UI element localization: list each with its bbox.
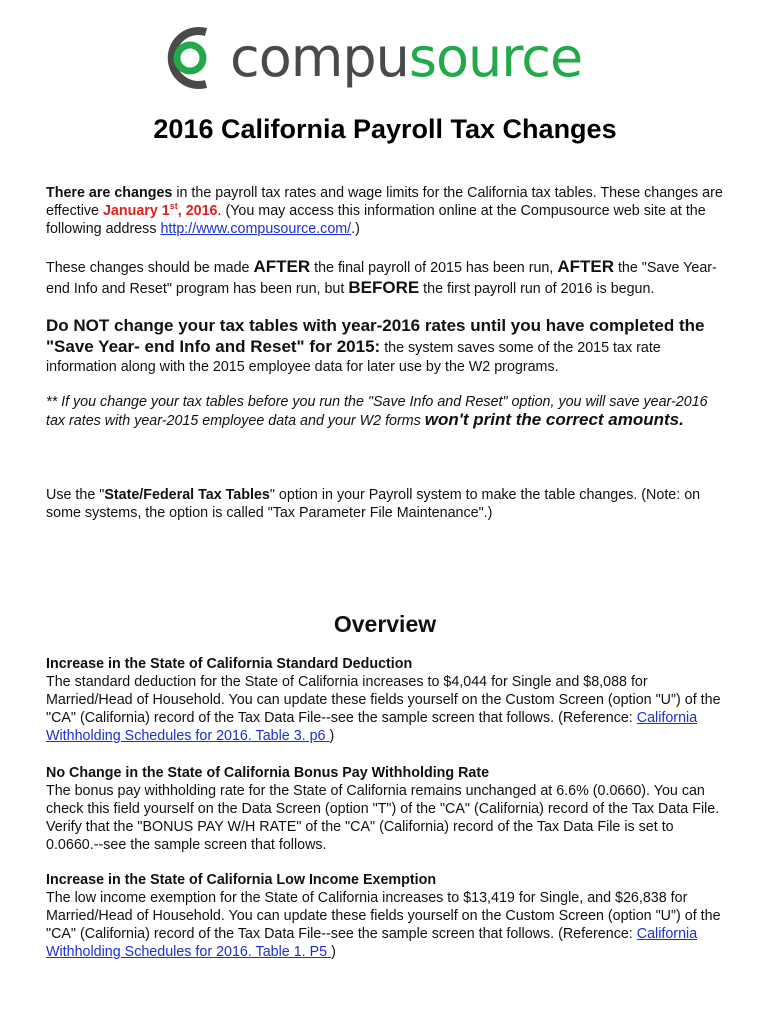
note-emphasis: won't print the correct amounts. xyxy=(424,410,684,429)
intro-text-2: . (You may access this information online at the Compusource web site at the following address xyxy=(46,203,706,237)
after-emphasis-1: AFTER xyxy=(253,257,311,276)
warning-text: the system saves some of the 2015 tax rate information along with the 2015 employee data for later use by the W2 programs. xyxy=(46,340,661,375)
overview-heading: Overview xyxy=(333,611,437,637)
section-title: Increase in the State of California Standard Deduction xyxy=(46,656,413,672)
note-paragraph: ** If you change your tax tables before you run the "Save Info and Reset" option, you will save year-2016 tax rates with year-2015 employee data and your W2 forms won't print the correct amounts. xyxy=(46,394,708,429)
intro-paragraph: There are changes in the payroll tax rates and wage limits for the California tax tables. These changes are effective January 1st, 2016. (You may access this information online at the Compusource web site at the following address http://www.compusource.com/.) xyxy=(46,185,723,237)
section-title: Increase in the State of California Low Income Exemption xyxy=(46,872,437,888)
timing-paragraph: These changes should be made AFTER the final payroll of 2015 has been run, AFTER the "Save Year-end Info and Reset" program has been run, but BEFORE the first payroll run of 2016 is begun. xyxy=(46,257,717,297)
compusource-logo xyxy=(160,24,582,92)
reference-link-table1[interactable]: California Withholding Schedules for 2016. Table 1. P5 xyxy=(46,926,698,960)
warning-heading: Do NOT change your tax tables with year-2016 rates until you have completed the "Save Year- end Info and Reset" for 2015: xyxy=(46,316,705,356)
usage-paragraph: Use the "State/Federal Tax Tables" option in your Payroll system to make the table changes. (Note: on some systems, the option is called "Tax Parameter File Maintenance".) xyxy=(46,487,701,521)
compusource-logo-icon xyxy=(160,24,218,92)
section-low-income-exemption: Increase in the State of California Low Income Exemption The low income exemption for the State of California increases to $13,419 for Single, and $26,838 for Married/Head of Household. You can update these fields yourself on the Custom Screen (option "U") of the "CA" (California) record of the Tax Data File--see the sample screen that follows. (Reference: California Withholding Schedules for 2016. Table 1. P5 ) xyxy=(46,871,726,961)
after-emphasis-2: AFTER xyxy=(557,257,614,276)
section-standard-deduction: Increase in the State of California Standard Deduction The standard deduction for the State of California increases to $4,044 for Single and $8,088 for Married/Head of Household. You can update these fields yourself on the Custom Screen (option "U") of the "CA" (California) record of the Tax Data File--see the sample screen that follows. (Reference: California Withholding Schedules for 2016. Table 3. p6 ) xyxy=(46,655,726,745)
section-bonus-pay-rate xyxy=(46,764,726,854)
section-body: The standard deduction for the State of California increases to $4,044 for Single and $8,088 for Married/Head of Household. You can update these fields yourself on the Custom Screen (option "U") of the "CA" (California) record of the Tax Data File--see the sample screen that follows. (Reference: xyxy=(46,674,721,726)
warning-paragraph xyxy=(46,316,726,377)
effective-date: January 1st, 2016 xyxy=(102,201,218,219)
section-body: The bonus pay withholding rate for the State of California remains unchanged at 6.6% (0.0660). You can check this field yourself on the Data Screen (option "T") of the "CA" (California) record of the Tax Data File. Verify that the "BONUS PAY W/H RATE" of the "CA" (California) record of the Tax Data File is set to 0.0660.--see the sample screen that follows. xyxy=(46,783,720,853)
section-title: No Change in the State of California Bonus Pay Withholding Rate xyxy=(46,765,490,781)
logo-wordmark xyxy=(230,26,583,89)
option-name: State/Federal Tax Tables xyxy=(104,487,270,503)
intro-text: in the payroll tax rates and wage limits for the California tax tables. These changes are effective xyxy=(46,185,723,219)
section-body: The low income exemption for the State of California increases to $13,419 for Single, and $26,838 for Married/Head of Household. You can update these fields yourself on the Custom Screen (option "U") of the "CA" (California) record of the Tax Data File--see the sample screen that follows. (Reference: xyxy=(46,890,721,942)
reference-link-table3[interactable]: California Withholding Schedules for 2016. Table 3. p6 xyxy=(46,710,698,744)
before-emphasis: BEFORE xyxy=(348,278,420,297)
logo-part-source: source xyxy=(408,26,583,89)
compusource-url-link[interactable]: http://www.compusource.com/ xyxy=(160,221,352,237)
intro-lead: There are changes xyxy=(46,185,173,201)
page-title: 2016 California Payroll Tax Changes xyxy=(153,114,617,144)
logo-part-compu: compu xyxy=(230,26,409,89)
